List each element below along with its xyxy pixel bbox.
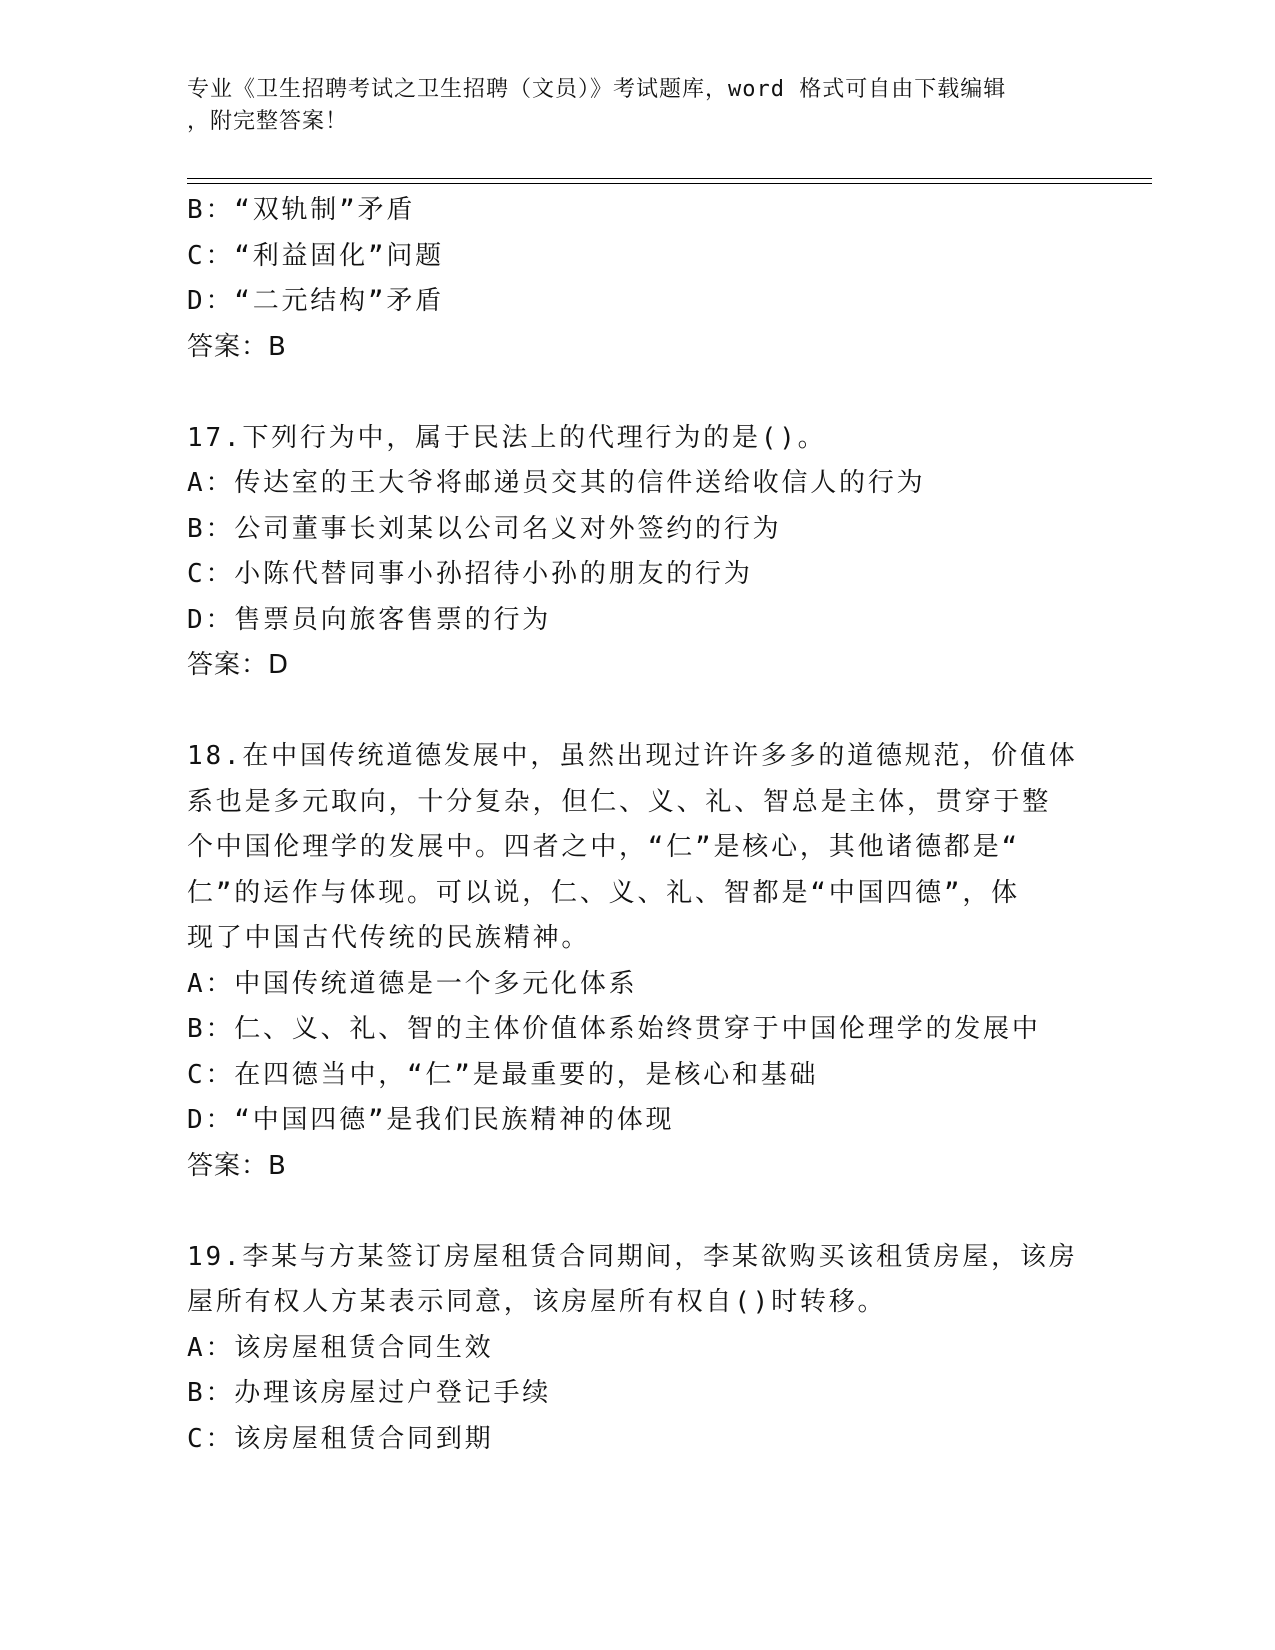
- header-line-1: 专业《卫生招聘考试之卫生招聘（文员）》考试题库，word 格式可自由下载编辑: [187, 77, 1007, 102]
- option-d: D：“二元结构”矛盾: [187, 286, 444, 316]
- header-line-2: ，附完整答案！: [187, 109, 349, 134]
- question-17: [187, 416, 1087, 689]
- answer-line: 答案：B: [187, 331, 287, 362]
- question-stem-line-3: 个中国伦理学的发展中。四者之中，“仁”是核心，其他诸德都是“: [187, 832, 1020, 862]
- option-b: B：“双轨制”矛盾: [187, 195, 416, 225]
- question-18: [187, 734, 1087, 1189]
- option-b: B：办理该房屋过户登记手续: [187, 1378, 552, 1408]
- question-19: [187, 1235, 1087, 1463]
- question-list: [187, 188, 1087, 1462]
- spacer: [187, 370, 1087, 416]
- question-stem-line-2: 系也是多元取向，十分复杂，但仁、义、礼、智总是主体，贯穿于整: [187, 786, 1052, 817]
- option-c: C：该房屋租赁合同到期: [187, 1423, 494, 1454]
- option-c: C：“利益固化”问题: [187, 240, 444, 271]
- question-stem: 17.下列行为中，属于民法上的代理行为的是()。: [187, 422, 827, 453]
- question-stem-line-2: 屋所有权人方某表示同意，该房屋所有权自()时转移。: [187, 1287, 887, 1317]
- option-c: C：在四德当中，“仁”是最重要的，是核心和基础: [187, 1059, 819, 1090]
- option-b: B：公司董事长刘某以公司名义对外签约的行为: [187, 513, 782, 544]
- option-b: B：仁、义、礼、智的主体价值体系始终贯穿于中国伦理学的发展中: [187, 1014, 1041, 1044]
- question-stem-line-1: 19.李某与方某签订房屋租赁合同期间，李某欲购买该租赁房屋，该房: [187, 1241, 1078, 1272]
- question-stem-line-4: 仁”的运作与体现。可以说，仁、义、礼、智都是“中国四德”，体: [187, 877, 1020, 908]
- option-d: D：售票员向旅客售票的行为: [187, 604, 552, 635]
- prev-question-block: [187, 188, 1087, 370]
- option-a: A：传达室的王大爷将邮递员交其的信件送给收信人的行为: [187, 468, 926, 498]
- answer-line: 答案：D: [187, 650, 290, 680]
- option-d: D：“中国四德”是我们民族精神的体现: [187, 1105, 675, 1135]
- spacer: [187, 1189, 1087, 1235]
- option-a: A：中国传统道德是一个多元化体系: [187, 968, 638, 999]
- question-stem-line-5: 现了中国古代传统的民族精神。: [187, 923, 591, 953]
- question-stem-line-1: 18.在中国传统道德发展中，虽然出现过许许多多的道德规范，价值体: [187, 741, 1078, 771]
- option-a: A：该房屋租赁合同生效: [187, 1332, 494, 1363]
- answer-line: 答案：B: [187, 1150, 287, 1181]
- option-c: C：小陈代替同事小孙招待小孙的朋友的行为: [187, 559, 753, 589]
- header-divider-thin: [187, 178, 1152, 179]
- document-header: [187, 74, 1067, 138]
- header-divider-thick: [187, 183, 1152, 184]
- spacer: [187, 689, 1087, 735]
